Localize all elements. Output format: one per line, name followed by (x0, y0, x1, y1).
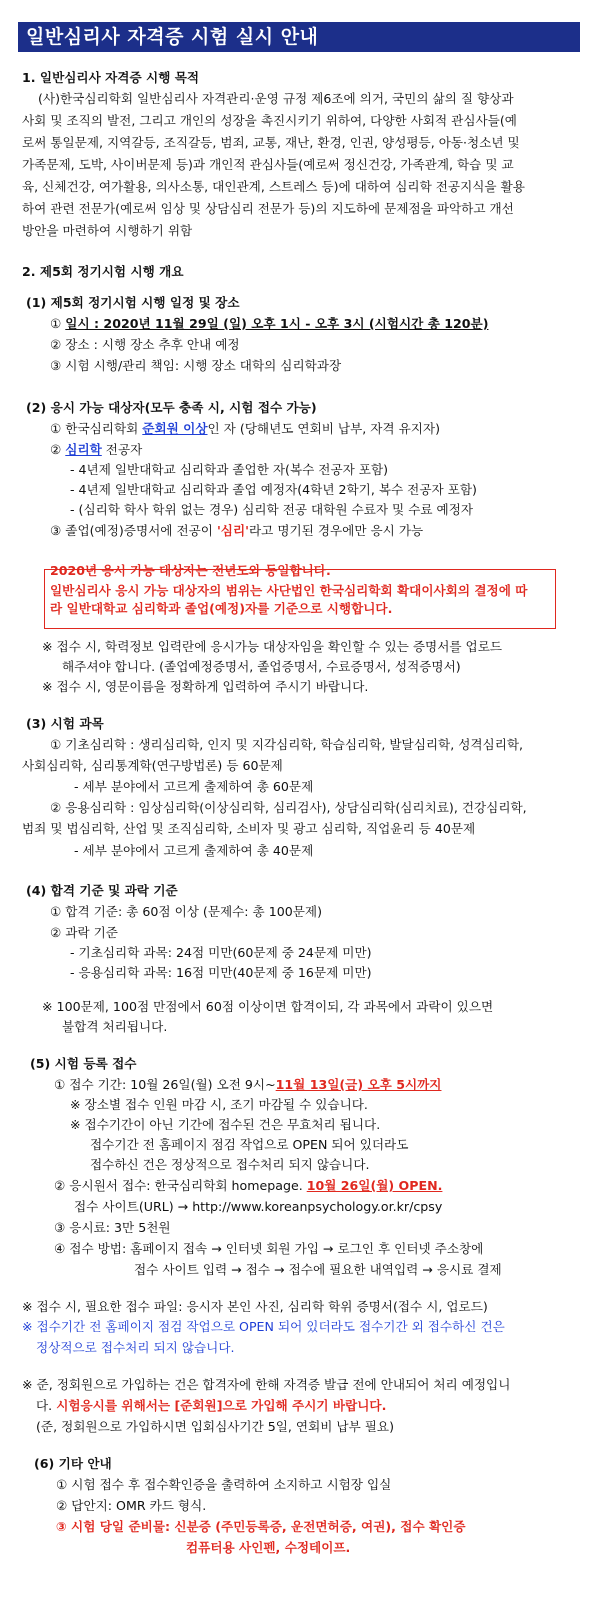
text-line (22, 1318, 505, 1336)
text-line (26, 715, 104, 733)
text-segment: ① 시험 접수 후 접수확인증을 출력하여 소지하고 시험장 입실 (56, 1477, 392, 1492)
text-line (36, 1418, 394, 1436)
text-line (34, 1455, 112, 1473)
text-line (22, 757, 283, 775)
text-segment: 접수 사이트 입력 → 접수 → 접수에 필요한 내역입력 → 응시료 결제 (134, 1262, 502, 1277)
text-line (134, 1261, 502, 1279)
text-line (54, 1240, 483, 1258)
text-line (186, 1539, 350, 1557)
page-title: 일반심리사 자격증 시험 실시 안내 (18, 22, 580, 52)
text-segment: 범죄 및 법심리학, 산업 및 조직심리학, 소비자 및 광고 심리학, 직업윤리 등 40문제 (22, 821, 476, 836)
text-line (50, 522, 423, 540)
text-segment: ② (50, 442, 66, 457)
text-segment: 준회원 이상 (142, 421, 208, 436)
text-line (62, 658, 461, 676)
text-segment: 인 자 (당해년도 연회비 납부, 자격 유지자) (207, 421, 441, 436)
text-segment: 접수기간 전 홈페이지 점검 작업으로 OPEN 되어 있더라도 (90, 1137, 409, 1152)
text-line (26, 882, 178, 900)
text-segment: ① 한국심리학회 (50, 421, 143, 436)
text-segment: ① 합격 기준: 총 60점 이상 (문제수: 총 100문제) (50, 904, 323, 919)
text-segment: ③ 졸업(예정)증명서에 전공이 (50, 523, 217, 538)
text-segment: 전공자 (101, 442, 143, 457)
text-segment: 1. 일반심리사 자격증 시행 목적 (22, 70, 200, 85)
text-line (54, 1076, 441, 1094)
text-segment: ① (50, 316, 66, 331)
text-segment: - 4년제 일반대학교 심리학과 졸업 예정자(4학년 2학기, 복수 전공자 포함) (70, 482, 477, 497)
text-segment: (준, 정회원으로 가입하시면 입회심사기간 5일, 연회비 납부 필요) (36, 1419, 395, 1434)
text-segment: 일반심리사 응시 가능 대상자의 범위는 사단법인 한국심리학회 확대이사회의 결정에 따 (50, 583, 528, 598)
text-line (26, 294, 240, 312)
text-line (50, 420, 440, 438)
text-segment: 해주셔야 합니다. (졸업예정증명서, 졸업증명서, 수료증명서, 성적증명서) (62, 659, 461, 674)
text-segment: 시험응시를 위해서는 [준회원]으로 가입해 주시기 바랍니다. (56, 1398, 387, 1413)
text-line (38, 90, 514, 108)
text-segment: ② 답안지: OMR 카드 형식. (56, 1498, 207, 1513)
text-segment: 2020년 응시 가능 대상자는 전년도와 동일합니다. (50, 563, 331, 578)
text-segment: 접수하신 건은 정상적으로 접수처리 되지 않습니다. (90, 1157, 370, 1172)
text-line (56, 1497, 206, 1515)
text-segment: ① 접수 기간: 10월 26일(월) 오전 9시~ (54, 1077, 276, 1092)
text-segment: ※ 접수 시, 필요한 접수 파일: 응시자 본인 사진, 심리학 학위 증명서(접수 시, 업로드) (22, 1299, 488, 1314)
text-segment: ② 응용심리학 : 임상심리학(이상심리학, 심리검사), 상담심리학(심리치료), 건강심리학, (50, 800, 527, 815)
text-segment: ※ 접수기간 전 홈페이지 점검 작업으로 OPEN 되어 있더라도 접수기간 외 접수하신 건은 (22, 1319, 505, 1334)
text-line (22, 134, 520, 152)
text-segment: ③ 응시료: 3만 5천원 (54, 1220, 171, 1235)
text-line (54, 1177, 442, 1195)
text-line (50, 582, 527, 600)
text-line (90, 1156, 370, 1174)
text-line (22, 112, 517, 130)
text-segment: ① 기초심리학 : 생리심리학, 인지 및 지각심리학, 학습심리학, 발달심리학, 성격심리학, (50, 737, 524, 752)
text-segment: 라고 명기된 경우에만 응시 가능 (249, 523, 424, 538)
text-segment: 2. 제5회 정기시험 시행 개요 (22, 264, 184, 279)
text-segment: 방안을 마련하여 시행하기 위함 (22, 223, 193, 238)
text-segment: - 4년제 일반대학교 심리학과 졸업한 자(복수 전공자 포함) (70, 462, 389, 477)
text-line (74, 778, 313, 796)
text-segment: 사회 및 조직의 발전, 그리고 개인의 성장을 촉진시키기 위하여, 다양한 사회적 관심사들(예 (22, 113, 517, 128)
text-segment: ※ 접수 시, 학력정보 입력란에 응시가능 대상자임을 확인할 수 있는 증명서를 업로드 (42, 639, 503, 654)
text-line (22, 178, 525, 196)
text-line (42, 998, 493, 1016)
text-segment: ※ 장소별 접수 인원 마감 시, 조기 마감될 수 있습니다. (70, 1097, 368, 1112)
text-segment: 일시 : 2020년 11월 29일 (일) 오후 1시 - 오후 3시 (시험시간 총 120분) (65, 316, 489, 331)
text-line (50, 600, 392, 618)
text-line (22, 222, 192, 240)
text-segment: (6) 기타 안내 (34, 1456, 112, 1471)
text-line (42, 678, 368, 696)
text-line (50, 336, 240, 354)
text-line (50, 799, 527, 817)
text-line (50, 562, 331, 580)
text-segment: 컴퓨터용 사인펜, 수정테이프. (186, 1540, 351, 1555)
text-segment: (4) 합격 기준 및 과락 기준 (26, 883, 178, 898)
text-line (26, 399, 317, 417)
text-segment: ③ 시험 시행/관리 책임: 시행 장소 대학의 심리학과장 (50, 358, 342, 373)
text-segment: - 세부 분야에서 고르게 출제하여 총 40문제 (74, 843, 314, 858)
text-line (90, 1136, 408, 1154)
text-segment: 로써 통일문제, 지역갈등, 조직갈등, 범죄, 교통, 재난, 환경, 인권, 양성평등, 아동·청소년 및 (22, 135, 520, 150)
text-line (70, 481, 477, 499)
text-segment: ④ 접수 방법: 홈페이지 접속 → 인터넷 회원 가입 → 로그인 후 인터넷 주소창에 (54, 1241, 484, 1256)
text-line (50, 736, 523, 754)
text-line (22, 1298, 488, 1316)
text-segment: 심리학 (65, 442, 102, 457)
text-segment: ② 응시원서 접수: 한국심리학회 homepage. (54, 1178, 307, 1193)
text-line (50, 357, 341, 375)
text-segment: - (심리학 학사 학위 없는 경우) 심리학 전공 대학원 수료자 및 수료 예정자 (70, 502, 474, 517)
text-segment: (사)한국심리학회 일반심리사 자격관리·운영 규정 제6조에 의거, 국민의 삶의 질 향상과 (38, 91, 514, 106)
text-line (36, 1339, 235, 1357)
text-segment: - 기초심리학 과목: 24점 미만(60문제 중 24문제 미만) (70, 945, 372, 960)
text-line (22, 156, 514, 174)
text-line (22, 69, 199, 87)
text-line (50, 315, 488, 333)
text-segment: ② 과락 기준 (50, 925, 118, 940)
text-line (54, 1219, 171, 1237)
text-segment: 하여 관련 전문가(예로써 임상 및 상담심리 전문가 등)의 지도하에 문제점을 파악하고 개선 (22, 201, 514, 216)
text-line (74, 842, 313, 860)
text-segment: 사회심리학, 심리통계학(연구방법론) 등 60문제 (22, 758, 283, 773)
text-segment: 10월 26일(월) OPEN. (306, 1178, 443, 1193)
text-line (42, 638, 502, 656)
text-line (30, 1055, 136, 1073)
text-segment: (1) 제5회 정기시험 시행 일정 및 장소 (26, 295, 240, 310)
text-line (50, 441, 142, 459)
text-line (56, 1518, 466, 1536)
text-line (50, 924, 118, 942)
text-segment: 라 일반대학교 심리학과 졸업(예정)자를 기준으로 시행합니다. (50, 601, 393, 616)
text-segment: 불합격 처리됩니다. (62, 1019, 168, 1034)
text-line (70, 501, 473, 519)
text-line (70, 944, 372, 962)
text-segment: 접수 사이트(URL) → http://www.koreanpsychology.or.kr/cpsy (74, 1199, 443, 1214)
text-line (22, 820, 475, 838)
text-line (22, 200, 514, 218)
text-segment: ※ 100문제, 100점 만점에서 60점 이상이면 합격이되, 각 과목에서 과락이 있으면 (42, 999, 494, 1014)
text-segment: 11월 13일(금) 오후 5시까지 (275, 1077, 442, 1092)
text-segment: 다. (36, 1398, 57, 1413)
text-line (36, 1397, 386, 1415)
text-segment: - 세부 분야에서 고르게 출제하여 총 60문제 (74, 779, 314, 794)
text-segment: 정상적으로 접수처리 되지 않습니다. (36, 1340, 235, 1355)
text-segment: ③ 시험 당일 준비물: 신분증 (주민등록증, 운전면허증, 여권), 접수 확인증 (56, 1519, 466, 1534)
text-line (74, 1198, 442, 1216)
text-line (70, 1096, 368, 1114)
text-line (56, 1476, 391, 1494)
text-segment: ※ 접수기간이 아닌 기간에 접수된 건은 무효처리 됩니다. (70, 1117, 381, 1132)
text-line (50, 903, 322, 921)
text-line (22, 1376, 510, 1394)
text-line (70, 1116, 380, 1134)
text-segment: (3) 시험 과목 (26, 716, 104, 731)
text-line (62, 1018, 167, 1036)
text-line (22, 263, 184, 281)
text-segment: (5) 시험 등록 접수 (30, 1056, 137, 1071)
text-segment: ※ 접수 시, 영문이름을 정확하게 입력하여 주시기 바랍니다. (42, 679, 369, 694)
text-line (70, 461, 388, 479)
text-segment: '심리' (216, 523, 249, 538)
text-segment: (2) 응시 가능 대상자(모두 충족 시, 시험 접수 가능) (26, 400, 317, 415)
text-segment: - 응용심리학 과목: 16점 미만(40문제 중 16문제 미만) (70, 965, 372, 980)
text-segment: ② 장소 : 시행 장소 추후 안내 예정 (50, 337, 240, 352)
text-segment: 가족문제, 도박, 사이버문제 등)과 개인적 관심사들(예로써 정신건강, 가족관계, 학습 및 교 (22, 157, 514, 172)
text-line (70, 964, 372, 982)
text-segment: ※ 준, 정회원으로 가입하는 건은 합격자에 한해 자격증 발급 전에 안내되어 처리 예정입니 (22, 1377, 511, 1392)
text-segment: 육, 신체건강, 여가활용, 의사소통, 대인관계, 스트레스 등)에 대하여 심리학 전공지식을 활용 (22, 179, 525, 194)
